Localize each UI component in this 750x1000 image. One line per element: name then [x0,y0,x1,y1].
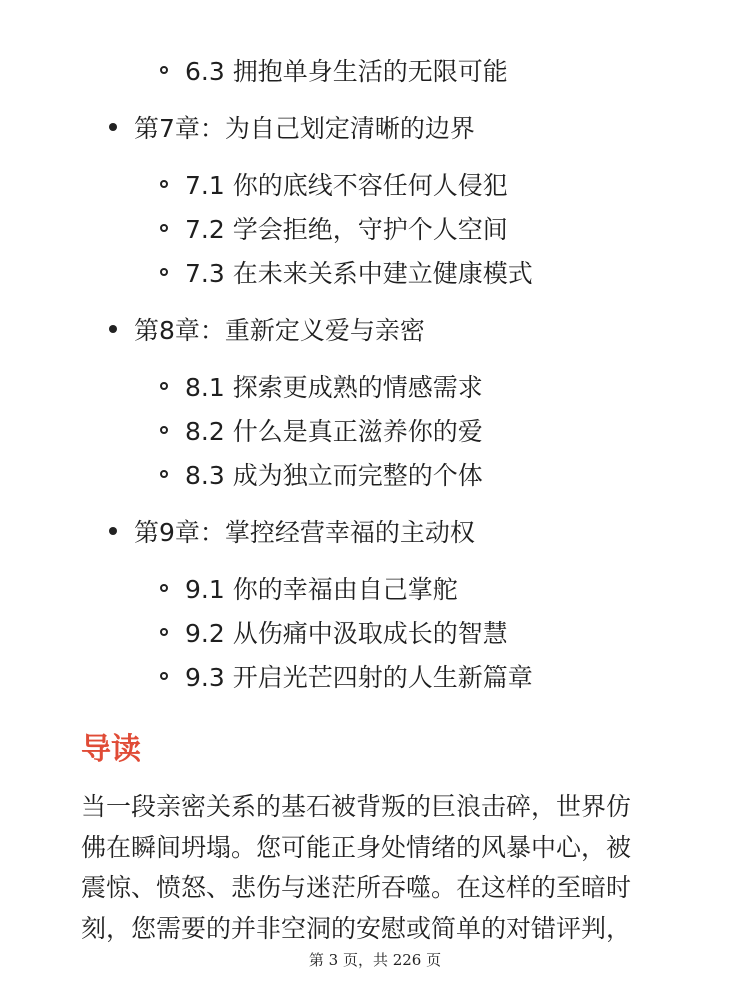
circle-bullet-icon [160,628,168,636]
circle-bullet-icon [160,672,168,680]
circle-bullet-icon [160,382,168,390]
toc-item-text: 7.3 在未来关系中建立健康模式 [185,259,533,288]
toc-section-6-3[interactable] [160,50,508,90]
toc-chapter-8[interactable] [109,309,425,349]
paragraph-line: 当一段亲密关系的基石被背叛的巨浪击碎，世界仿 [81,792,632,821]
circle-bullet-icon [160,180,168,188]
toc-section-7-1[interactable] [160,164,508,204]
circle-bullet-icon [160,426,168,434]
toc-item-text: 9.2 从伤痛中汲取成长的智慧 [185,619,508,648]
paragraph-line: 震惊、愤怒、悲伤与迷茫所吞噬。在这样的至暗时 [81,873,632,902]
toc-item-text: 第7章：为自己划定清晰的边界 [134,114,475,143]
page-number-footer: 第 3 页，共 226 页 [308,951,442,969]
circle-bullet-icon [160,470,168,478]
circle-bullet-icon [160,268,168,276]
toc-chapter-9[interactable] [109,511,475,551]
toc-item-text: 7.1 你的底线不容任何人侵犯 [185,171,508,200]
circle-bullet-icon [160,584,168,592]
toc-section-9-1[interactable] [160,568,458,608]
toc-item-text: 9.3 开启光芒四射的人生新篇章 [185,663,533,692]
circle-bullet-icon [160,66,168,74]
circle-bullet-icon [160,224,168,232]
paragraph-line: 刻，您需要的并非空洞的安慰或简单的对错评判， [81,913,632,943]
toc-item-text: 6.3 拥抱单身生活的无限可能 [185,57,508,86]
toc-section-7-2[interactable] [160,208,508,248]
toc-section-7-3[interactable] [160,252,533,292]
toc-item-text: 7.2 学会拒绝，守护个人空间 [185,215,508,244]
toc-item-text: 9.1 你的幸福由自己掌舵 [185,575,458,604]
paragraph-line: 佛在瞬间坍塌。您可能正身处情绪的风暴中心，被 [81,832,632,862]
toc-item-text: 第9章：掌控经营幸福的主动权 [134,518,475,547]
toc-section-9-2[interactable] [160,612,508,652]
disc-bullet-icon [109,325,117,333]
disc-bullet-icon [109,123,117,131]
toc-item-text: 8.2 什么是真正滋养你的爱 [185,417,483,446]
toc-item-text: 8.3 成为独立而完整的个体 [185,461,483,490]
intro-heading: 导读 [81,732,141,767]
disc-bullet-icon [109,527,117,535]
toc-section-9-3[interactable] [160,656,533,696]
toc-section-8-1[interactable] [160,366,483,406]
toc-section-8-2[interactable] [160,410,483,450]
toc-item-text: 第8章：重新定义爱与亲密 [134,316,425,345]
toc-item-text: 8.1 探索更成熟的情感需求 [185,373,483,402]
intro-paragraph [81,787,671,949]
toc-chapter-7[interactable] [109,107,475,147]
toc-section-8-3[interactable] [160,454,483,494]
